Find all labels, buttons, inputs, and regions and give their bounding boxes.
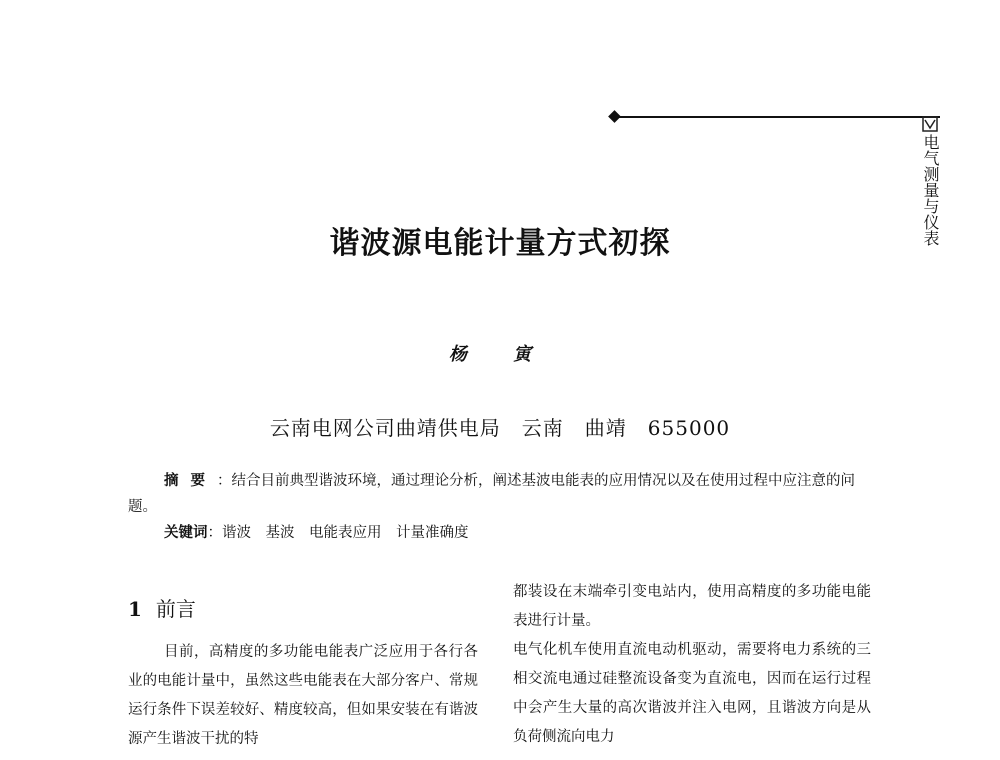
section-title: 前言 xyxy=(155,597,196,621)
author-name: 杨 寅 xyxy=(448,344,552,365)
abstract-paragraph xyxy=(128,468,870,520)
section-number: 1 xyxy=(128,597,142,621)
abstract-label: 摘要 xyxy=(164,473,217,489)
column-mark-icon xyxy=(922,116,938,132)
abstract-text: ：结合目前典型谐波环境，通过理论分析，阐述基波电能表的应用情况以及在使用过程中应注意的问题。 xyxy=(128,473,855,515)
column-label: 电气测量与仪表 xyxy=(921,134,940,246)
section-heading xyxy=(128,596,478,622)
intro-paragraph: 目前，高精度的多功能电能表广泛应用于各行各业的电能计量中，虽然这些电能表在大部分客户、常规运行条件下误差较好、精度较高，但如果安装在有谐波源产生谐波干扰的特 xyxy=(128,644,478,747)
abstract-block xyxy=(128,468,870,546)
keywords-label: 关键词 xyxy=(164,525,208,541)
left-column xyxy=(128,586,478,754)
keywords-line xyxy=(128,520,870,546)
author-affiliation: 云南电网公司曲靖供电局 云南 曲靖 655000 xyxy=(269,416,731,440)
header-rule xyxy=(618,116,940,118)
keywords-text: ：谐波 基波 电能表应用 计量准确度 xyxy=(207,525,469,541)
continued-paragraph: 都装设在末端牵引变电站内，使用高精度的多功能电能表进行计量。 xyxy=(513,584,871,629)
right-column xyxy=(513,578,871,752)
locomotive-paragraph: 电气化机车使用直流电动机驱动，需要将电力系统的三相交流电通过硅整流设备变为直流电，因而在运行过程中会产生大量的高次谐波并注入电网，且谐波方向是从负荷侧流向电力 xyxy=(513,642,871,745)
paper-title: 谐波源电能计量方式初探 xyxy=(329,226,671,261)
